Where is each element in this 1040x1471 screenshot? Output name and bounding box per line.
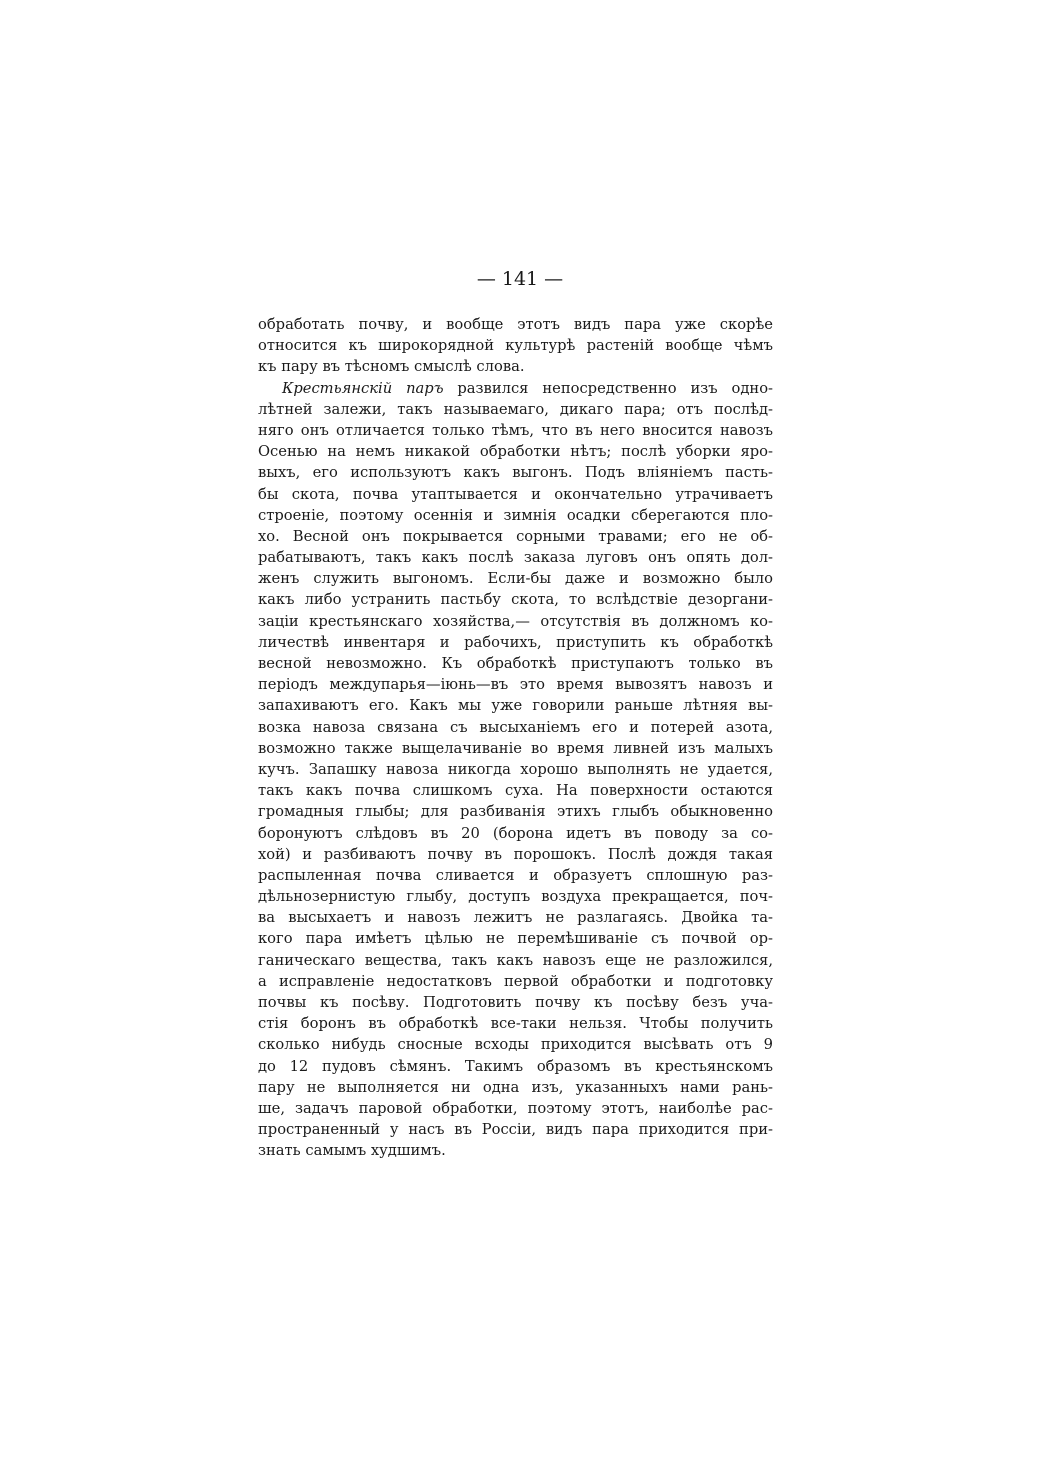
text-line	[258, 759, 773, 780]
text-line	[258, 780, 773, 801]
text-line	[258, 1013, 773, 1034]
line-text: хо. Весной онъ покрывается сорными травами; его не об-	[258, 527, 773, 545]
text-line	[258, 568, 773, 589]
line-text: распыленная почва сливается и образуетъ сплошную раз-	[258, 866, 773, 884]
text-line	[258, 526, 773, 547]
line-text: пару не выполняется ни одна изъ, указанныхъ нами рань-	[258, 1078, 773, 1096]
line-text: боронуютъ слѣдовъ въ 20 (борона идетъ въ поводу за со-	[258, 824, 773, 842]
line-text: пространенный у насъ въ Россіи, видъ пара приходится при-	[258, 1121, 773, 1139]
line-text: личествѣ инвентаря и рабочихъ, приступить къ обработкѣ	[258, 633, 773, 651]
text-line	[258, 632, 773, 653]
text-line	[258, 484, 773, 505]
line-text: строеніе, поэтому осеннія и зимнія осадки сберегаются пло-	[258, 506, 773, 524]
line-text: дѣльнозернистую глыбу, доступъ воздуха прекращается, поч-	[258, 888, 773, 906]
line-text: Осенью на немъ никакой обработки нѣтъ; послѣ уборки яро-	[258, 443, 773, 461]
line-text: громадныя глыбы; для разбиванія этихъ глыбъ обыкновенно	[258, 803, 773, 821]
line-text: почвы къ посѣву. Подготовить почву къ посѣву безъ уча-	[258, 994, 773, 1011]
line-text: ганическаго вещества, такъ какъ навозъ еще не разложился,	[258, 951, 773, 969]
italic-term: Крестьянскій паръ	[282, 379, 444, 397]
body-text	[258, 314, 773, 1162]
text-line	[258, 378, 773, 399]
text-line	[258, 738, 773, 759]
line-text: хой) и разбиваютъ почву въ порошокъ. Послѣ дождя такая	[258, 845, 773, 863]
text-line	[258, 420, 773, 441]
text-line	[258, 717, 773, 738]
line-text: возка навоза связана съ высыханіемъ его и потерей азота,	[258, 718, 773, 736]
line-text: заціи крестьянскаго хозяйства,— отсутствія въ должномъ ко-	[258, 612, 773, 630]
line-text: ше, задачъ паровой обработки, поэтому этотъ, наиболѣе рас-	[258, 1099, 773, 1117]
text-line	[258, 1056, 773, 1077]
line-text: сколько нибудь сносные всходы приходится высѣвать отъ 9	[258, 1036, 773, 1054]
text-line	[258, 314, 773, 335]
line-text: такъ какъ почва слишкомъ суха. На поверхности остаются	[258, 782, 773, 800]
text-line	[258, 441, 773, 462]
text-line	[258, 462, 773, 483]
text-line	[258, 695, 773, 716]
line-text: къ пару въ тѣсномъ смыслѣ слова.	[258, 358, 525, 376]
line-text: рабатываютъ, такъ какъ послѣ заказа луговъ онъ опять дол-	[258, 549, 773, 567]
line-text: женъ служить выгономъ. Если-бы даже и возможно было	[258, 570, 773, 588]
line-text: обработать почву, и вообще этотъ видъ пара уже скорѣе	[258, 316, 773, 333]
line-text: а исправленіе недостатковъ первой обработки и подготовку	[258, 972, 773, 990]
text-line	[258, 992, 773, 1013]
text-line	[258, 547, 773, 568]
line-text: ва высыхаетъ и навозъ лежитъ не разлагаясь. Двойка та-	[258, 909, 773, 927]
page-number: — 141 —	[476, 268, 564, 290]
text-line	[258, 971, 773, 992]
text-line	[258, 356, 773, 377]
text-line	[258, 1034, 773, 1055]
text-line	[258, 1140, 773, 1161]
text-line	[258, 505, 773, 526]
line-text: выхъ, его используютъ какъ выгонъ. Подъ вліяніемъ пасть-	[258, 464, 773, 482]
text-line	[258, 801, 773, 822]
text-line	[258, 1077, 773, 1098]
line-text: лѣтней залежи, такъ называемаго, дикаго пара; отъ послѣд-	[258, 400, 773, 418]
line-text: бы скота, почва утаптывается и окончательно утрачиваетъ	[258, 485, 773, 503]
text-line	[258, 823, 773, 844]
line-text: кучъ. Запашку навоза никогда хорошо выполнять не удается,	[258, 760, 773, 778]
line-text: относится къ широкорядной культурѣ растеній вообще чѣмъ	[258, 337, 773, 355]
text-line	[258, 674, 773, 695]
text-line	[258, 653, 773, 674]
text-line	[258, 844, 773, 865]
line-text: няго онъ отличается только тѣмъ, что въ него вносится навозъ	[258, 421, 773, 439]
line-text: кого пара имѣетъ цѣлью не перемѣшиваніе съ почвой ор-	[258, 930, 773, 948]
text-line	[258, 865, 773, 886]
line-text: стія боронъ въ обработкѣ все-таки нельзя. Чтобы получить	[258, 1015, 773, 1033]
text-line	[258, 928, 773, 949]
text-line	[258, 1098, 773, 1119]
text-line	[258, 907, 773, 928]
text-line	[258, 335, 773, 356]
text-line	[258, 399, 773, 420]
text-line	[258, 589, 773, 610]
line-text: развился непосредственно изъ одно-	[443, 379, 773, 397]
line-text: какъ либо устранить пастьбу скота, то вслѣдствіе дезоргани-	[258, 591, 773, 609]
text-line	[258, 886, 773, 907]
line-text: запахиваютъ его. Какъ мы уже говорили раньше лѣтняя вы-	[258, 697, 773, 715]
text-line	[258, 611, 773, 632]
text-line	[258, 1119, 773, 1140]
line-text: знать самымъ худшимъ.	[258, 1142, 446, 1160]
line-text: весной невозможно. Къ обработкѣ приступаютъ только въ	[258, 655, 773, 672]
line-text: до 12 пудовъ сѣмянъ. Такимъ образомъ въ крестьянскомъ	[258, 1057, 773, 1075]
line-text: возможно также выщелачиваніе во время ливней изъ малыхъ	[258, 739, 773, 757]
line-text: періодъ междупарья—іюнь—въ это время вывозятъ навозъ и	[258, 676, 773, 694]
text-line	[258, 950, 773, 971]
